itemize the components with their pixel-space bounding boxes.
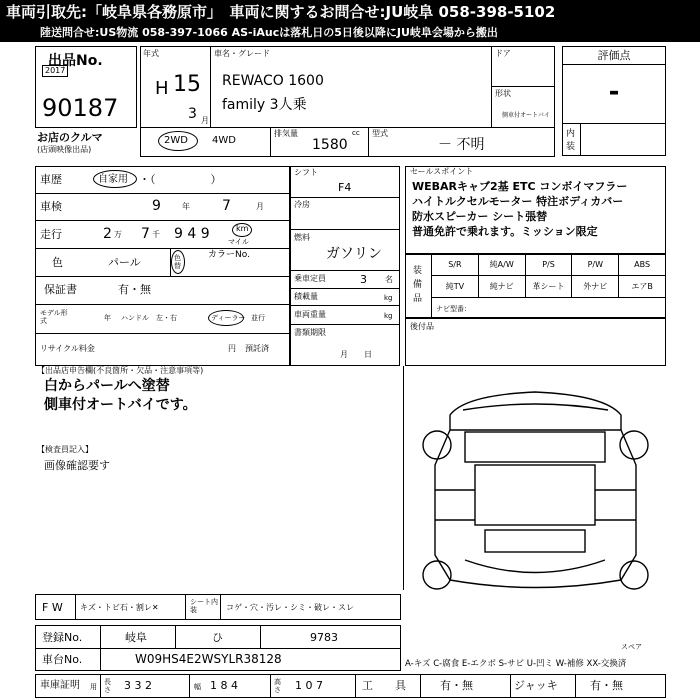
drive-2wd: 2WD bbox=[164, 135, 188, 146]
equipment-cell: 純TV bbox=[432, 276, 479, 298]
weight-label: 車両重量 bbox=[294, 310, 326, 319]
registration-kana: ひ bbox=[212, 631, 223, 644]
inspection-year-unit: 年 bbox=[182, 202, 190, 211]
month-unit: 月 bbox=[201, 116, 209, 125]
era: H bbox=[155, 78, 169, 99]
sales-line-1: WEBARキャブ2基 ETC コンボイマフラー bbox=[412, 180, 628, 193]
sales-label: セールスポイント bbox=[410, 167, 474, 176]
equipment-cell: 純ナビ bbox=[479, 276, 526, 298]
seat-label: シート内装 bbox=[190, 598, 218, 614]
score-label: 評価点 bbox=[597, 49, 631, 62]
defect-codes-legend: A-キズ C-腐食 E-エクボ S-サビ U-凹ミ W-補修 XX-交換済 bbox=[405, 659, 627, 669]
equipment-cell: エアB bbox=[619, 276, 666, 298]
displacement-label: 排気量 bbox=[274, 129, 298, 138]
registration-number: 9783 bbox=[310, 631, 338, 644]
color-no-label: カラーNo. bbox=[208, 250, 250, 260]
displacement-value: 1580 bbox=[312, 137, 348, 153]
roof bbox=[475, 465, 595, 525]
sales-line-2: ハイトルクセルモーター 特注ボディカバー bbox=[412, 195, 624, 208]
history-paren: ・（ ） bbox=[139, 173, 222, 186]
drive-4wd: 4WD bbox=[212, 135, 236, 146]
length-label: 長さ bbox=[104, 678, 111, 694]
width-value: 1 8 4 bbox=[210, 679, 238, 692]
recycle-unit: 円 bbox=[228, 344, 236, 353]
shift-label: シフト bbox=[294, 168, 318, 177]
aftermarket-label: 後付品 bbox=[410, 322, 434, 331]
mileage-label: 走行 bbox=[40, 228, 62, 241]
inspection-year: 9 bbox=[152, 198, 161, 214]
equipment-cell: P/W bbox=[572, 254, 619, 276]
fuel-value: ガソリン bbox=[326, 246, 382, 262]
jack-value: 有・無 bbox=[590, 679, 623, 692]
lot-number: 90187 bbox=[42, 94, 119, 122]
history-table bbox=[35, 166, 290, 366]
cooling-label: 冷房 bbox=[294, 200, 310, 209]
equipment-cell: 革シート bbox=[526, 276, 573, 298]
man-unit: 万 bbox=[114, 230, 122, 239]
color-change: 色替 bbox=[174, 254, 181, 270]
interior-label: 内装 bbox=[566, 129, 576, 152]
score-value: - bbox=[608, 77, 620, 107]
mileage-sen: 7 bbox=[141, 226, 150, 242]
shape-value: 側車付オートバイ bbox=[502, 112, 550, 119]
equipment-cell: ABS bbox=[619, 254, 666, 276]
front-outline bbox=[450, 392, 621, 430]
color-label: 色 bbox=[52, 256, 63, 269]
windshield bbox=[465, 432, 605, 462]
weight-unit: kg bbox=[384, 312, 393, 320]
notes-line-1: 白からパールへ塗替 bbox=[44, 378, 170, 394]
fuel-label: 燃料 bbox=[294, 233, 310, 242]
fw-items: キズ・トビ石・割レ✕ bbox=[80, 603, 159, 612]
length-value: 3 3 2 bbox=[124, 679, 152, 692]
inspection-label: 車検 bbox=[40, 200, 62, 213]
equipment-cell: P/S bbox=[526, 254, 573, 276]
handle: ハンドル 左・右 bbox=[121, 314, 177, 322]
chassis-number: W09HS4E2WSYLR38128 bbox=[135, 652, 282, 666]
self-use: 自家用 bbox=[98, 174, 128, 185]
year-label: 年式 bbox=[143, 49, 159, 58]
capacity-unit: 名 bbox=[385, 275, 393, 284]
mileage-rest: 9 4 9 bbox=[174, 226, 210, 242]
car-name: REWACO 1600 bbox=[222, 73, 324, 89]
header-line-1: 車両引取先:「岐阜県各務原市」 車両に関するお問合せ:JU岐阜 058-398-5102 bbox=[0, 0, 700, 24]
wheel-front-left bbox=[423, 431, 451, 459]
door-label: ドア bbox=[495, 49, 511, 58]
shop-car-label: お店のクルマ bbox=[37, 131, 103, 144]
warranty-value: 有・無 bbox=[118, 283, 151, 296]
model-month: 3 bbox=[188, 106, 197, 122]
recycle-note: 預託済 bbox=[245, 344, 269, 353]
height-label: 高さ bbox=[274, 678, 281, 694]
chassis-label: 車台No. bbox=[42, 653, 83, 666]
inspector-label: 【検査員記入】 bbox=[37, 445, 93, 454]
model-small-year: 年 bbox=[104, 314, 111, 322]
fw-label: F W bbox=[42, 601, 63, 614]
inspection-month-unit: 月 bbox=[256, 202, 264, 211]
doc-label: 書類期限 bbox=[294, 328, 326, 337]
parallel: 並行 bbox=[251, 314, 265, 322]
notes-line-2: 側車付オートバイです。 bbox=[44, 397, 197, 413]
model-small-label: モデル形式 bbox=[40, 309, 68, 325]
cert-unit: 用 bbox=[90, 683, 97, 691]
jack-label: ジャッキ bbox=[514, 679, 558, 692]
model-label: 型式 bbox=[372, 129, 388, 138]
doc-unit: 月 日 bbox=[340, 350, 372, 359]
sales-line-3: 防水スピーカー シート張替 bbox=[412, 210, 548, 223]
name-label: 車名・グレード bbox=[214, 49, 270, 58]
lot-label: 出品No. bbox=[48, 53, 103, 69]
inspector-text: 画像確認要す bbox=[44, 459, 110, 472]
sales-line-4: 普通免許で乗れます。ミッション限定 bbox=[412, 225, 598, 238]
navi-label: ナビ型番： bbox=[436, 305, 471, 313]
registration-label: 登録No. bbox=[42, 631, 83, 644]
rear-outline bbox=[465, 560, 605, 573]
wheel-front-right bbox=[620, 431, 648, 459]
history-label: 車歴 bbox=[40, 173, 62, 186]
equipment-label: 装備品 bbox=[413, 266, 423, 304]
tools-label: 工 具 bbox=[362, 679, 406, 692]
registration-region: 岐阜 bbox=[125, 631, 147, 644]
capacity-value: 3 bbox=[360, 273, 367, 286]
cert-label: 車庫証明 bbox=[40, 680, 80, 691]
load-label: 積載量 bbox=[294, 292, 318, 301]
cc-unit: cc bbox=[352, 129, 360, 137]
equipment-cell: 外ナビ bbox=[572, 276, 619, 298]
notes-label: 【出品店申告欄(不良箇所・欠品・注意事項等) bbox=[37, 366, 204, 375]
seat-items: コゲ・穴・汚レ・シミ・破レ・スレ bbox=[226, 603, 354, 612]
shape-label: 形状 bbox=[495, 89, 511, 98]
sen-unit: 千 bbox=[152, 230, 160, 239]
mileage-man: 2 bbox=[103, 226, 112, 242]
car-grade: family 3人乗 bbox=[222, 97, 307, 113]
car-diagram bbox=[405, 370, 666, 595]
km-unit: km bbox=[236, 224, 249, 233]
recycle-label: リサイクル料金 bbox=[40, 344, 95, 353]
shop-car-sub: (店頭映像出品) bbox=[37, 145, 92, 154]
warranty-label: 保証書 bbox=[44, 283, 77, 296]
width-label: 幅 bbox=[194, 683, 201, 691]
model-year: 15 bbox=[173, 72, 201, 97]
header-line-2: 陸送問合せ:US物流 058-397-1066 AS-iAucは落札日の5日後以降にJU岐阜会場から搬出 bbox=[0, 24, 700, 42]
aftermarket-box bbox=[405, 318, 666, 366]
load-unit: kg bbox=[384, 294, 393, 302]
lot-year-tag: 2017 bbox=[42, 65, 68, 77]
spare-label: スペア bbox=[621, 643, 642, 651]
inspection-month: 7 bbox=[222, 198, 231, 214]
height-value: 1 0 7 bbox=[295, 679, 323, 692]
equipment-cell: 純A/W bbox=[479, 254, 526, 276]
equipment-cell: S/R bbox=[432, 254, 479, 276]
dealer: ディーラー bbox=[211, 314, 246, 322]
shift-value: F4 bbox=[338, 181, 352, 194]
rear-window bbox=[485, 530, 585, 552]
tools-value: 有・無 bbox=[440, 679, 473, 692]
model-value: － 不明 bbox=[438, 137, 485, 153]
capacity-label: 乗車定員 bbox=[294, 274, 326, 283]
mile-unit: マイル bbox=[228, 238, 249, 246]
color-value: パール bbox=[108, 256, 141, 269]
